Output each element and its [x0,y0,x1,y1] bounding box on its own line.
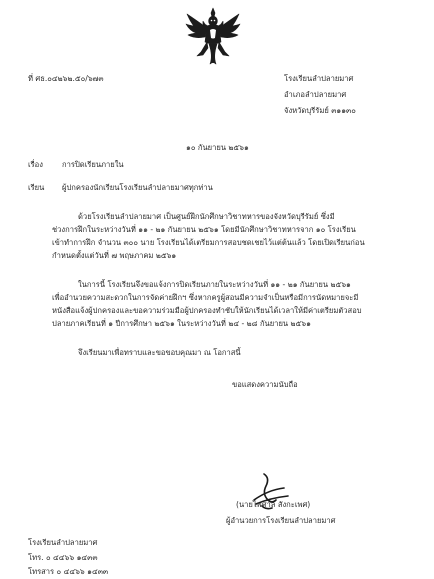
school-district: อำเภอลำปลายมาศ [284,90,347,99]
footer-fax: โทรสาร ๐ ๔๔๖๖ ๑๔๓๓ [28,567,109,576]
body-paragraph-2 [52,278,362,330]
body-paragraph-1-line: เข้าทำการฝึก จำนวน ๓๐๐ นาย โรงเรียนได้เตรียมการสอบชดเชยไว้แต่ต้นแล้ว โดยเปิดเรียนก่อน [52,238,365,247]
subject-text: การปิดเรียนภายใน [62,160,124,169]
salutation-text: ผู้ปกครองนักเรียนโรงเรียนลำปลายมาศทุกท่าน [62,183,213,192]
complimentary-close: ขอแสดงความนับถือ [232,380,298,389]
subject-label: เรื่อง [28,160,43,169]
salutation-label: เรียน [28,183,45,192]
body-paragraph-2-line: หนังสือแจ้งผู้ปกครองและขอความร่วมมือผู้ปกครองทำชับให้นักเรียนได้เวลาให้มีค่าเตรียมตัวสอบ [52,306,362,315]
body-paragraph-2-line: ปลายภาคเรียนที่ ๑ ปีการศึกษา ๒๕๖๑ ในระหว่างวันที่ ๒๔ - ๒๘ กันยายน ๒๕๖๑ [52,319,311,328]
letter-date: ๑๐ กันยายน ๒๕๖๑ [186,143,249,152]
body-paragraph-1 [52,210,365,262]
footer-office: โรงเรียนลำปลายมาศ [28,538,98,547]
signatory-position: ผู้อำนวยการโรงเรียนลำปลายมาศ [226,516,336,525]
school-province: จังหวัดบุรีรัมย์ ๓๑๑๓๐ [284,106,356,115]
school-name: โรงเรียนลำปลายมาศ [284,74,354,83]
body-paragraph-1-line: ช่วงการฝึกในระหว่างวันที่ ๑๑ - ๒๑ กันยายน ๒๕๖๑ โดยมีนักศึกษาวิชาทหารจาก ๑๐ โรงเรียน [52,225,356,234]
body-paragraph-2-line: ในการนี้ โรงเรียนจึงขอแจ้งการปิดเรียนภายในระหว่างวันที่ ๑๑ - ๒๑ กันยายน ๒๕๖๑ [78,280,351,289]
signatory-name: (นายไพศาล สังกะเพศ) [236,500,311,509]
body-paragraph-1-line: ด้วยโรงเรียนลำปลายมาศ เป็นศูนย์ฝึกนักศึกษาวิชาทหารของจังหวัดบุรีรัมย์ ซึ่งมี [78,212,335,221]
body-paragraph-2-line: เพื่ออำนวยความสะดวกในการจัดค่ายฝึกฯ ซึ่งหากครูผู้สอนมีความจำเป็นหรือมีการนัดหมายจะมี [52,293,359,302]
body-paragraph-3: จึงเรียนมาเพื่อทราบและขอขอบคุณมา ณ โอกาสนี้ [78,348,241,357]
footer-phone: โทร. ๐ ๔๔๖๖ ๑๔๓๓ [28,553,98,562]
body-paragraph-1-line: กำหนดตั้งแต่วันที่ ๗ พฤษภาคม ๒๕๖๑ [52,251,177,260]
reference-number: ที่ ศธ.๐๔๒๖๒.๕๐/๖๗๓ [28,74,104,83]
garuda-emblem-icon [184,6,242,68]
